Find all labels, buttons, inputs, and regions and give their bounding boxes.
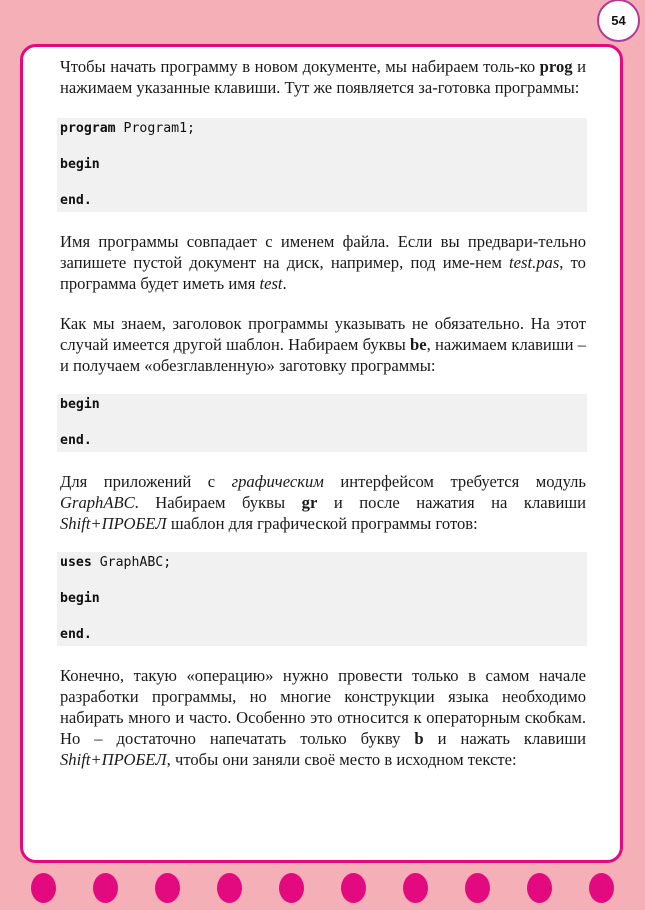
key-combo: Shift+ПРОБЕЛ <box>60 750 167 769</box>
code-keyword: program <box>60 121 116 136</box>
page-number-badge <box>597 0 640 42</box>
keyword-prog: prog <box>539 57 573 76</box>
code-keyword: uses <box>60 555 92 570</box>
keyword-be: be <box>409 335 427 354</box>
text: Для приложений с <box>60 472 232 491</box>
code-block-headerless <box>57 394 587 452</box>
emphasis: графическим <box>231 472 324 491</box>
code-line <box>60 432 587 452</box>
text: Имя программы совпадает с именем файла. Если вы предвари-тельно запишете пустой документ на диск, например, под име-нем <box>60 232 586 272</box>
paragraph-intro <box>60 56 586 98</box>
code-text: Program1; <box>115 121 195 136</box>
code-text: GraphABC; <box>91 555 172 570</box>
filename: test.pas <box>509 253 560 272</box>
code-line <box>60 396 587 432</box>
code-keyword: end. <box>60 193 92 208</box>
decorative-dot <box>589 873 614 903</box>
code-block-graphabc <box>57 552 587 646</box>
key-combo: Shift+ПРОБЕЛ <box>60 514 167 533</box>
text: , то программа будет иметь имя <box>60 253 586 293</box>
page-content <box>60 56 586 770</box>
decorative-dot <box>279 873 304 903</box>
decorative-dot <box>465 873 490 903</box>
paragraph-brackets <box>60 665 586 770</box>
decorative-dot <box>341 873 366 903</box>
text: Конечно, такую «операцию» нужно провести только в самом начале разработки программы, но многие конструкции языка необходимо набирать много и часто. Особенно это относится к операторным скобкам. Но – достаточно напечатать только букву <box>60 666 586 748</box>
code-line <box>60 590 587 626</box>
paragraph-filename <box>60 231 586 294</box>
text: интерфейсом требуется модуль <box>323 472 586 491</box>
decorative-dot <box>527 873 552 903</box>
code-line <box>60 626 587 646</box>
text: шаблон для графической программы готов: <box>166 514 478 533</box>
decorative-dots-row <box>0 873 645 905</box>
program-name: test <box>259 274 283 293</box>
text: Чтобы начать программу в новом документе, мы набираем толь-ко <box>60 57 540 76</box>
keyword-b: b <box>414 729 424 748</box>
keyword-gr: gr <box>301 493 318 512</box>
code-line <box>60 156 587 192</box>
text: и нажимаем указанные клавиши. Тут же появляется за-готовка программы: <box>60 57 586 97</box>
code-keyword: begin <box>60 397 100 412</box>
code-keyword: begin <box>60 591 100 606</box>
decorative-dot <box>93 873 118 903</box>
decorative-dot <box>31 873 56 903</box>
decorative-dot <box>155 873 180 903</box>
text: и после нажатия на клавиши <box>317 493 586 512</box>
text: , чтобы они заняли своё место в исходном тексте: <box>166 750 517 769</box>
text: и нажать клавиши <box>423 729 587 748</box>
module-name: GraphABC <box>60 493 135 512</box>
code-keyword: end. <box>60 433 92 448</box>
text: . <box>282 274 287 293</box>
decorative-dot <box>403 873 428 903</box>
text: , нажимаем клавиши – и получаем «обезглавленную» заготовку программы: <box>60 335 586 375</box>
decorative-dot <box>217 873 242 903</box>
paragraph-graphabc <box>60 471 586 534</box>
code-line <box>60 554 587 590</box>
code-line <box>60 192 587 212</box>
text: . Набираем буквы <box>134 493 302 512</box>
page-number: 54 <box>611 13 626 28</box>
code-keyword: end. <box>60 627 92 642</box>
text: Как мы знаем, заголовок программы указывать не обязательно. На этот случай имеется другой шаблон. Набираем буквы <box>60 314 586 354</box>
code-block-program <box>57 118 587 212</box>
code-line <box>60 120 587 156</box>
code-keyword: begin <box>60 157 100 172</box>
paragraph-headerless <box>60 313 586 376</box>
